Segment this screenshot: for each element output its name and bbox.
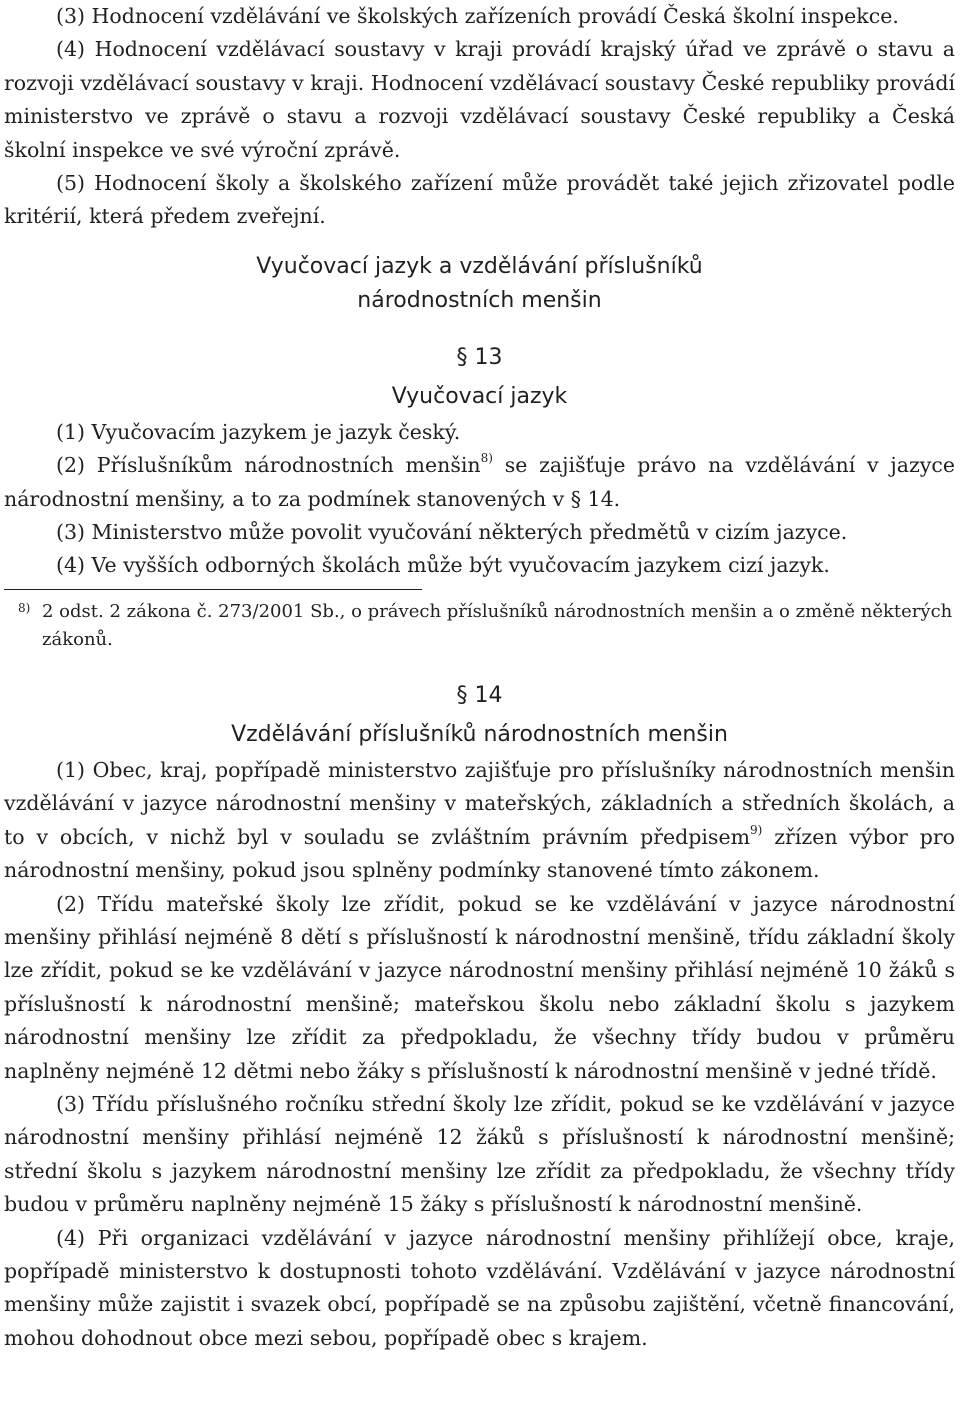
paragraph: [4, 449, 955, 516]
paragraph: (3) Třídu příslušného ročníku střední školy lze zřídit, pokud se ke vzdělávání v jazyce národnostní menšiny přihlásí nejméně 12 žáků s příslušností k národnostní menšině; střední školu s jazykem národnostní menšiny lze zřídit za předpokladu, že všechny třídy budou v průměru naplněny nejméně 15 žáky s příslušností k národnostní menšině.: [4, 1091, 955, 1217]
paragraph: (1) Vyučovacím jazykem je jazyk český.: [56, 419, 461, 444]
paragraph: (4) Hodnocení vzdělávací soustavy v kraji provádí krajský úřad ve zprávě o stavu a rozvoji vzdělávací soustavy v kraji. Hodnocení vzdělávací soustavy České republiky provádí ministerstvo ve zprávě o stavu a rozvoji vzdělávací soustavy České republiky a Česká školní inspekce ve své výroční zprávě.: [4, 37, 955, 162]
section-number: § 13: [456, 344, 503, 370]
chapter-heading: [4, 250, 955, 318]
paragraph-text: se zajišťuje právo na vzdělávání v jazyce národnostní menšiny, a to za podmínek stanovených v § 14.: [4, 453, 955, 511]
chapter-heading-line: národnostních menšin: [357, 287, 602, 313]
section-title: Vzdělávání příslušníků národnostních menšin: [231, 721, 728, 747]
footnote-text: 2 odst. 2 zákona č. 273/2001 Sb., o právech příslušníků národnostních menšin a o změně některých zákonů.: [42, 600, 953, 650]
section-number: § 14: [456, 682, 503, 708]
paragraph: (2) Třídu mateřské školy lze zřídit, pokud se ke vzdělávání v jazyce národnostní menšiny přihlásí nejméně 8 dětí s příslušností k národnostní menšině, třídu základní školy lze zřídit, pokud se ke vzdělávání v jazyce národnostní menšiny přihlásí nejméně 10 žáků s příslušností k národnostní menšině; mateřskou školu nebo základní školu s jazykem národnostní menšiny lze zřídit za předpokladu, že všechny třídy budou v průměru naplněny nejméně 12 dětmi nebo žáky s příslušností k národnostní menšině v jedné třídě.: [4, 891, 955, 1083]
paragraph-text: (1) Obec, kraj, popřípadě ministerstvo zajišťuje pro příslušníky národnostních menšin vzdělávání v jazyce národnostní menšiny v mateřských, základních a středních školách, a to v obcích, v nichž byl v souladu se zvláštním právním předpisem: [4, 757, 955, 849]
paragraph: (4) Při organizaci vzdělávání v jazyce národnostní menšiny přihlížejí obce, kraje, popřípadě ministerstvo k dostupnosti tohoto vzdělávání. Vzdělávání v jazyce národnostní menšiny může zajistit i svazek obcí, popřípadě se na způsobu zajištění, včetně financování, mohou dohodnout obce mezi sebou, popřípadě obec s krajem.: [4, 1225, 955, 1350]
footnote-divider: [4, 589, 422, 590]
paragraph: (5) Hodnocení školy a školského zařízení může provádět také jejich zřizovatel podle kritérií, která předem zveřejní.: [4, 171, 955, 229]
chapter-heading-line: Vyučovací jazyk a vzdělávání příslušníků: [256, 253, 703, 279]
footnote-mark: 8): [18, 600, 31, 615]
paragraph-text: zřízen výbor pro národnostní menšiny, pokud jsou splněny podmínky stanovené tímto zákonem.: [4, 824, 955, 883]
section-title: Vyučovací jazyk: [391, 383, 568, 409]
paragraph: (3) Ministerstvo může povolit vyučování některých předmětů v cizím jazyce.: [56, 520, 848, 545]
paragraph-text: (2) Příslušníkům národnostních menšin: [56, 453, 481, 478]
footnote-reference[interactable]: 8): [480, 451, 493, 466]
footnote: [4, 598, 955, 654]
paragraph: (3) Hodnocení vzdělávání ve školských zařízeních provádí Česká školní inspekce.: [56, 4, 899, 28]
document-page: [4, 0, 955, 1355]
footnote-reference[interactable]: 9): [750, 822, 763, 837]
paragraph: [4, 754, 955, 888]
paragraph: (4) Ve vyšších odborných školách může být vyučovacím jazykem cizí jazyk.: [56, 553, 830, 578]
